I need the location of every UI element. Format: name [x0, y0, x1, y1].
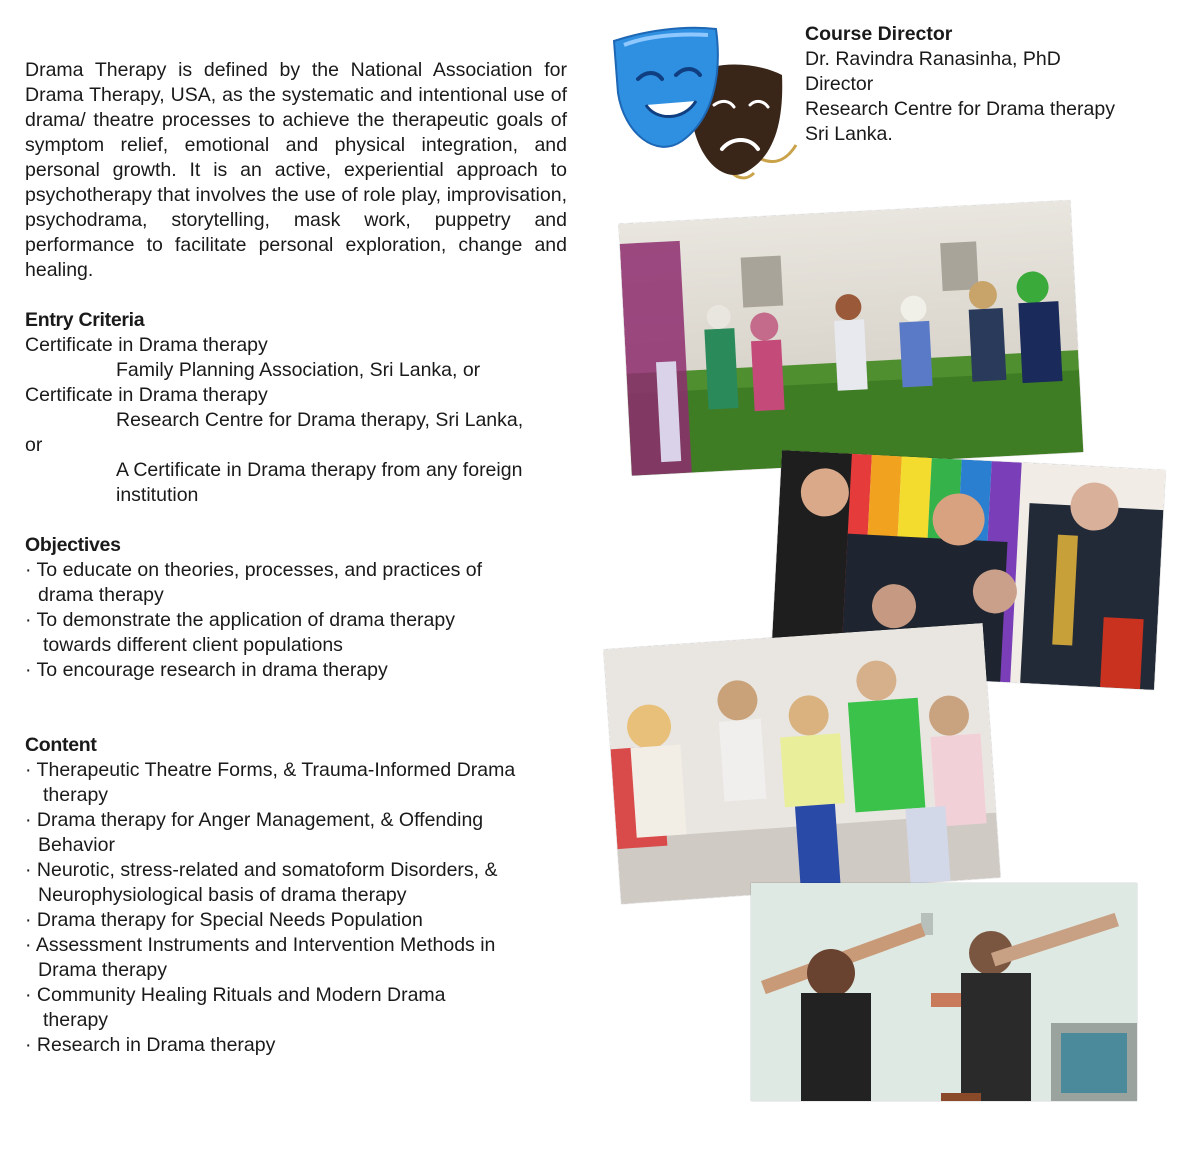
entry-criteria-heading: Entry Criteria [25, 309, 145, 331]
director-name: Dr. Ravindra Ranasinha, PhD [805, 48, 1061, 70]
director-title: Director [805, 73, 874, 95]
objective-item: · To encourage research in drama therapy [25, 659, 388, 681]
content-heading: Content [25, 734, 97, 756]
content-item-cont: therapy [43, 1009, 109, 1031]
entry-criteria-section [25, 308, 570, 508]
course-director-block [805, 22, 1175, 147]
entry-line: Certificate in Drama therapy [25, 334, 268, 356]
content-item-cont: Drama therapy [38, 959, 167, 981]
theatre-masks-icon [604, 23, 800, 187]
content-item: · Drama therapy for Special Needs Population [25, 909, 423, 931]
intro-paragraph: Drama Therapy is defined by the National Association for Drama Therapy, USA, as the systematic and intentional use of drama/ theatre processes to achieve the therapeutic goals of symptom relief, emotional and physical integration, and personal growth. It is an active, experiential approach to psychotherapy that involves the use of role play, improvisation, psychodrama, storytelling, mask work, puppetry and performance to facilitate personal exploration, change and healing. [25, 59, 567, 281]
objective-item: · To educate on theories, processes, and practices of [25, 559, 483, 581]
entry-line: A Certificate in Drama therapy from any foreign [116, 459, 523, 481]
content-item-cont: Neurophysiological basis of drama therapy [38, 884, 407, 906]
director-country: Sri Lanka. [805, 123, 893, 145]
content-item: · Assessment Instruments and Intervention Methods in [25, 934, 496, 956]
entry-line: or [25, 434, 43, 456]
objective-item: · To demonstrate the application of drama therapy [25, 609, 455, 631]
content-item: · Research in Drama therapy [25, 1034, 276, 1056]
content-section [25, 733, 570, 1058]
content-item-cont: therapy [43, 784, 109, 806]
content-item-cont: Behavior [38, 834, 115, 856]
content-item: · Drama therapy for Anger Management, & Offending [25, 809, 484, 831]
entry-line: institution [116, 484, 199, 506]
photo-masked-group-garden [619, 200, 1084, 475]
entry-line: Family Planning Association, Sri Lanka, or [116, 359, 481, 381]
entry-line: Certificate in Drama therapy [25, 384, 268, 406]
course-director-heading: Course Director [805, 23, 953, 45]
photo-girls-dancing [604, 623, 1001, 904]
objective-item-cont: drama therapy [38, 584, 164, 606]
objectives-heading: Objectives [25, 534, 121, 556]
entry-line: Research Centre for Drama therapy, Sri Lanka, [116, 409, 524, 431]
director-organization: Research Centre for Drama therapy [805, 98, 1115, 120]
content-item: · Therapeutic Theatre Forms, & Trauma-Informed Drama [25, 759, 516, 781]
objectives-section [25, 533, 570, 683]
content-item: · Neurotic, stress-related and somatoform Disorders, & [25, 859, 498, 881]
objective-item-cont: towards different client populations [43, 634, 343, 656]
photo-two-men-posing [751, 883, 1137, 1101]
content-item: · Community Healing Rituals and Modern Drama [25, 984, 446, 1006]
